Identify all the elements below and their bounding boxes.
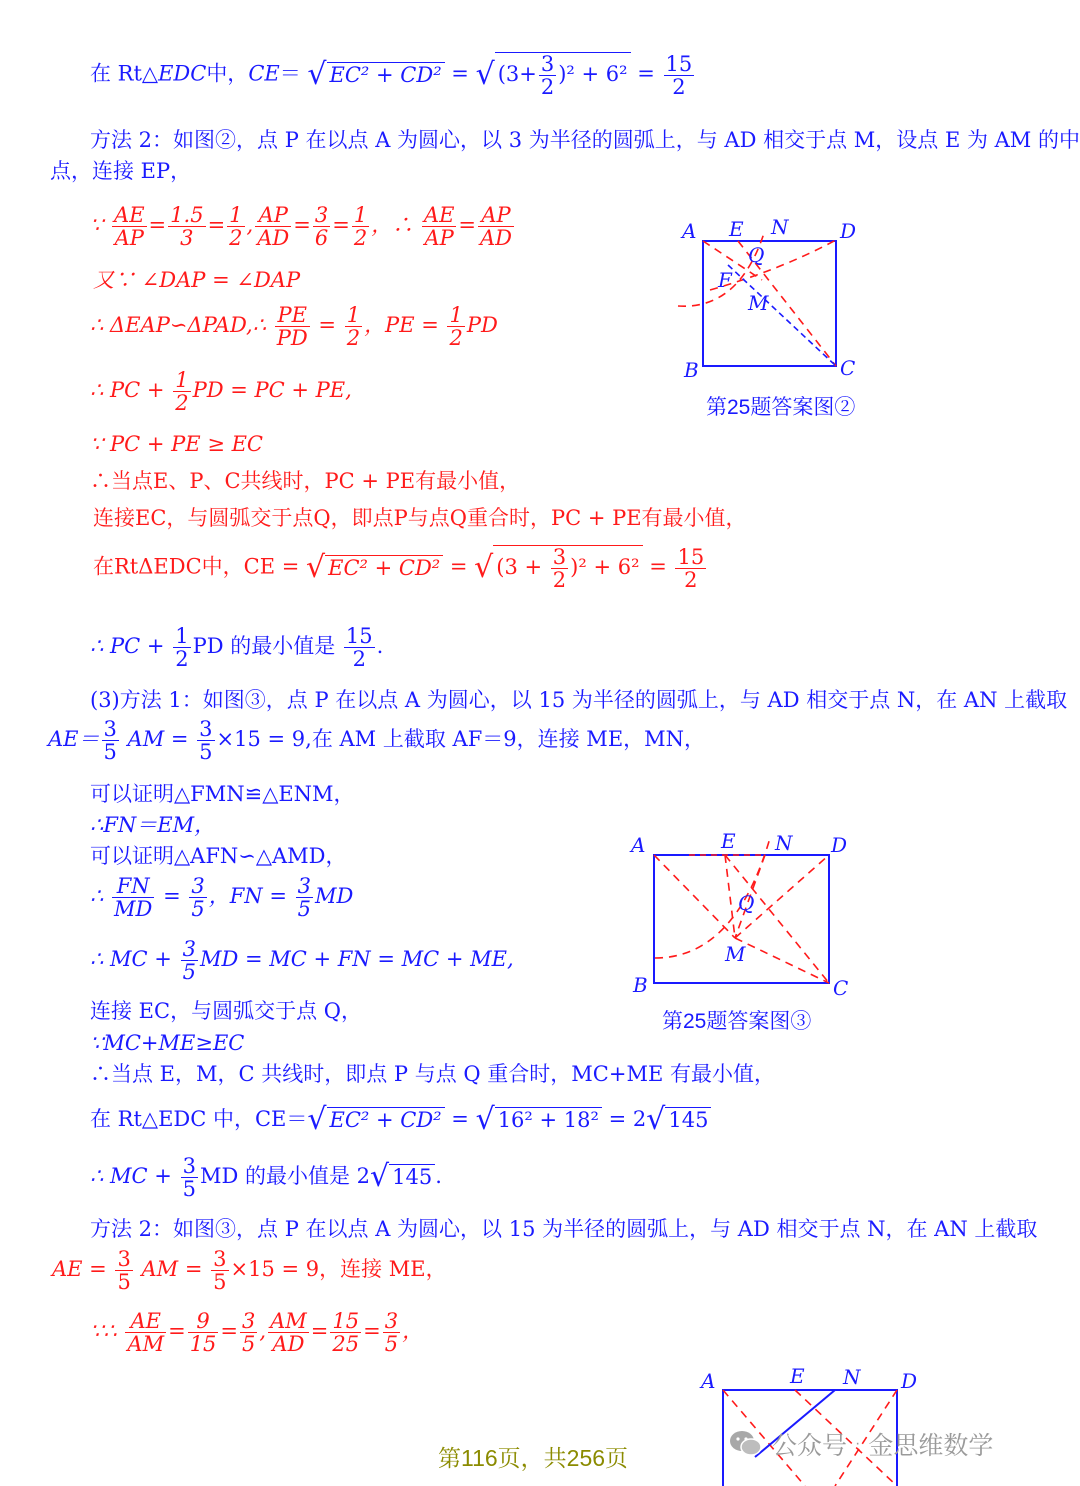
watermark (728, 1426, 993, 1462)
figure-2 (670, 210, 870, 390)
sqrt: √ 16² + 18² (476, 1103, 602, 1138)
text: AE = (52, 1257, 114, 1282)
den: 5 (297, 897, 311, 922)
text: = (642, 554, 674, 579)
text: ×15 = 9,在 AM 上截取 AF＝9，连接 ME，MN， (216, 727, 706, 752)
text: 中， (206, 61, 249, 86)
den: 5 (191, 897, 205, 922)
den: 15 (189, 1332, 217, 1357)
text: (3+ (497, 62, 537, 87)
label-a: A (631, 833, 646, 857)
den: 5 (103, 740, 117, 765)
den: AD (272, 1332, 305, 1357)
label-a: A (701, 1369, 716, 1393)
den: 2 (175, 647, 189, 672)
den: 2 (684, 567, 698, 592)
den: 5 (199, 740, 213, 765)
radicand: 145 (665, 1107, 711, 1133)
text: ∵ (90, 213, 111, 238)
connect-line: 连接EC，与圆弧交于点Q，即点P与点Q重合时，PC + PE有最小值， (93, 506, 747, 530)
num: 3 (213, 1247, 227, 1271)
num: 3 (384, 1309, 399, 1333)
figure-2-caption: 第25题答案图② (706, 396, 856, 419)
den: 5 (182, 1177, 196, 1202)
text: . (376, 634, 384, 659)
num: 3 (191, 874, 205, 898)
den: AM (127, 1332, 165, 1357)
text: = (444, 1106, 476, 1131)
radicand: EC² + CD² (325, 555, 443, 581)
text: . (435, 1164, 442, 1189)
label-c: C (840, 356, 856, 380)
sum-line (90, 369, 352, 414)
num: 3 (242, 1309, 256, 1333)
part3-line2 (48, 718, 705, 763)
label-n: N (771, 215, 789, 239)
text: (3 + (496, 555, 549, 580)
method2-line2: 点，连接 EP， (50, 159, 192, 183)
den: 2 (552, 568, 567, 593)
den: 2 (352, 647, 366, 672)
line-pc (728, 265, 836, 366)
num: AP (478, 204, 514, 227)
text: AM = (134, 1257, 210, 1282)
line-ce-3 (90, 1103, 711, 1138)
line-ce-1: 在 Rt△EDC中，CE＝ √ EC² + CD² = √ (3+ $\frac{3}{2}$ )² + 6² = $\frac{15}{2}$ (90, 51, 693, 100)
den: AD (257, 226, 290, 251)
num: FN (112, 875, 154, 898)
mc-me-line: ∵MC+ME≥EC (90, 1031, 245, 1055)
line-am (654, 855, 735, 938)
collinear-line-2: ∴当点 E，M，C 共线时，即点 P 与点 Q 重合时，MC+ME 有最小值， (90, 1062, 775, 1086)
num: 1 (175, 368, 189, 392)
num: 9 (188, 1310, 219, 1333)
sqrt: √ EC² + CD² (307, 58, 444, 93)
num: 1 (229, 203, 243, 227)
label-b: B (633, 973, 648, 997)
text: ，∴ (371, 213, 420, 238)
text: 在RtΔEDC中，CE = (93, 554, 306, 579)
wechat-icon (728, 1429, 764, 1459)
final-ratio-line: ∵∴ $\frac{AE}{AM}$ = $\frac{9}{15}$ = $\frac{3}{5}$ , $\frac{AM}{AD}$ = $\frac{15}{25}$ = $\frac{3}{5}$ ， (90, 1309, 424, 1357)
label-n: N (843, 1365, 861, 1389)
num: 1.5 (170, 203, 204, 227)
num: 3 (540, 52, 555, 76)
radicand: 16² + 18² (495, 1107, 602, 1133)
text: ∴ (90, 884, 111, 909)
text: ，FN = (208, 884, 294, 909)
text: ∴ PC + (90, 378, 172, 403)
text: )² + 6² (570, 555, 640, 580)
text: CE (248, 61, 280, 86)
sqrt: √ 145 (646, 1103, 711, 1138)
similar-line (90, 304, 498, 349)
sqrt: √ EC² + CD² (307, 1103, 444, 1138)
watermark-text: 公众号 (772, 1432, 848, 1460)
num: 15 (665, 51, 693, 76)
den: MD (114, 897, 153, 922)
inequality-line: ∵ PC + PE ≥ EC (90, 432, 263, 456)
label-d: D (901, 1369, 918, 1393)
text: ∵∴ (90, 1319, 124, 1344)
text: AE＝ (48, 727, 100, 752)
den: 2 (175, 391, 189, 416)
num: 15 (677, 544, 705, 569)
radicand: 145 (389, 1164, 435, 1190)
similar-line-2: 可以证明△AFN∽△AMD， (90, 844, 347, 868)
num: PE (275, 304, 310, 327)
text: ， (402, 1319, 424, 1344)
den: 25 (332, 1332, 360, 1357)
num: AP (255, 204, 291, 227)
text: = 2 (601, 1106, 647, 1131)
text: ＝ (279, 61, 301, 86)
text: ，PE = (364, 313, 446, 338)
min-value-line-2 (90, 1155, 442, 1200)
num: AE (423, 203, 455, 227)
collinear-line: ∴当点E、P、C共线时，PC + PE有最小值， (90, 469, 521, 493)
text: 在 Rt△ (90, 61, 159, 86)
num: 15 (345, 624, 373, 648)
den: AD (480, 226, 513, 251)
den: 2 (449, 326, 463, 351)
label-b: B (684, 358, 699, 382)
den: 2 (353, 226, 368, 251)
label-m: M (748, 291, 769, 315)
num: 3 (182, 1154, 196, 1178)
label-e: E (729, 217, 744, 241)
label-d: D (831, 833, 848, 857)
page-number: 第116页，共256页 (438, 1445, 629, 1471)
sqrt: √ EC² + CD² (306, 551, 443, 586)
num: 1 (353, 203, 368, 227)
text: ∴ MC + (90, 947, 179, 972)
watermark-text: 金思维数学 (868, 1432, 994, 1460)
label-d: D (840, 219, 857, 243)
text: = (637, 61, 662, 86)
num: AE (114, 203, 145, 227)
label-f: F (718, 268, 732, 292)
watermark-sep: · (855, 1435, 861, 1452)
figure-3-caption: 第25题答案图③ (662, 1010, 812, 1033)
label-a: A (682, 219, 697, 243)
text: = (311, 313, 343, 338)
den: AP (114, 226, 144, 251)
den: AP (424, 226, 454, 251)
text: )² + 6² (558, 62, 628, 87)
num: 1 (449, 303, 463, 327)
num: 1 (175, 624, 189, 648)
label-q: Q (738, 891, 755, 915)
num: AE (125, 1310, 166, 1333)
figure-4 (695, 1362, 918, 1486)
den: PD (276, 326, 308, 351)
den: 3 (180, 226, 194, 251)
label-e: E (790, 1364, 805, 1388)
num: AM (270, 1309, 307, 1333)
label-m: M (725, 942, 746, 966)
sqrt: √ 145 (370, 1160, 435, 1195)
text: ∴ ΔEAP∽ΔPAD,∴ (90, 313, 273, 338)
num: 3 (182, 937, 196, 961)
num: 3 (117, 1247, 131, 1271)
den: 5 (213, 1270, 227, 1295)
den: 6 (314, 226, 329, 251)
part3-line1: (3)方法 1：如图③，点 P 在以点 A 为圆心，以 15 为半径的圆弧上，与 AD 相交于点 N，在 AN 上截取 (90, 688, 1068, 712)
text: = (443, 554, 475, 579)
label-e: E (721, 829, 736, 853)
text: PD 的最小值是 (192, 634, 342, 659)
ratio-line: ∵ $\frac{AE}{AP}$ = $\frac{1.5}{3}$ = $\frac{1}{2}$ , $\frac{AP}{AD}$ = $\frac{3}{6}$ = $\frac{1}{2}$ ，∴ $\frac{AE}{AP}$ = $\frac{AP}{AD}$ (90, 203, 513, 251)
den: 2 (346, 326, 361, 351)
den: 5 (182, 960, 196, 985)
congruent-line: 可以证明△FMN≌△ENM， (90, 782, 355, 806)
method2-line1: 方法 2：如图②，点 P 在以点 A 为圆心，以 3 为半径的圆弧上，与 AD 相交于点 M，设点 E 为 AM 的中 (90, 128, 1080, 152)
den: 2 (229, 226, 243, 251)
num: 3 (297, 874, 311, 898)
label-n: N (775, 831, 793, 855)
radicand: EC² + CD² (327, 1107, 445, 1133)
num: 1 (346, 303, 361, 327)
fn-ratio-line (90, 875, 353, 920)
den: 5 (242, 1332, 256, 1357)
num: 3 (199, 717, 213, 741)
line-mc (735, 938, 829, 983)
sqrt: √ (3+ $\frac{3}{2}$ )² + 6² (476, 52, 631, 98)
text: MD = MC + FN = MC + ME, (199, 947, 514, 972)
method2b-line1: 方法 2：如图③，点 P 在以点 A 为圆心，以 15 为半径的圆弧上，与 AD 相交于点 N，在 AN 上截取 (90, 1217, 1038, 1241)
angle-line: 又∵ ∠DAP = ∠DAP (93, 268, 301, 292)
text: 在 Rt△EDC 中，CE＝ (90, 1106, 308, 1131)
fn-em-line: ∴FN＝EM， (90, 813, 216, 837)
num: 3 (103, 717, 117, 741)
num: 3 (314, 203, 329, 227)
text: MD 的最小值是 2 (199, 1164, 370, 1189)
mc-line (90, 938, 514, 983)
radicand: EC² + CD² (327, 62, 445, 88)
text: MD (315, 884, 354, 909)
text: ∴ MC + (90, 1164, 179, 1189)
label-q: Q (748, 243, 765, 267)
den: 2 (672, 74, 686, 99)
text: ∴ PC + (90, 634, 172, 659)
connect-ec-line: 连接 EC，与圆弧交于点 Q， (90, 999, 362, 1023)
line-ce-2 (93, 545, 708, 591)
text: PD = PC + PE, (192, 378, 352, 403)
den: 2 (540, 75, 555, 100)
sqrt: √ (3 + $\frac{3}{2}$ )² + 6² (474, 545, 642, 591)
text: = (156, 884, 188, 909)
min-value-line-1 (90, 625, 383, 670)
den: 5 (384, 1332, 399, 1357)
figure-3 (625, 828, 855, 1003)
line-em (725, 855, 735, 938)
num: 3 (552, 545, 567, 569)
method2b-line2 (52, 1248, 447, 1293)
text: ×15 = 9，连接 ME， (230, 1257, 447, 1282)
num: 15 (332, 1309, 360, 1333)
text: PD (466, 313, 498, 338)
den: 5 (117, 1270, 131, 1295)
text: AM = (120, 727, 196, 752)
label-c: C (833, 976, 849, 1000)
